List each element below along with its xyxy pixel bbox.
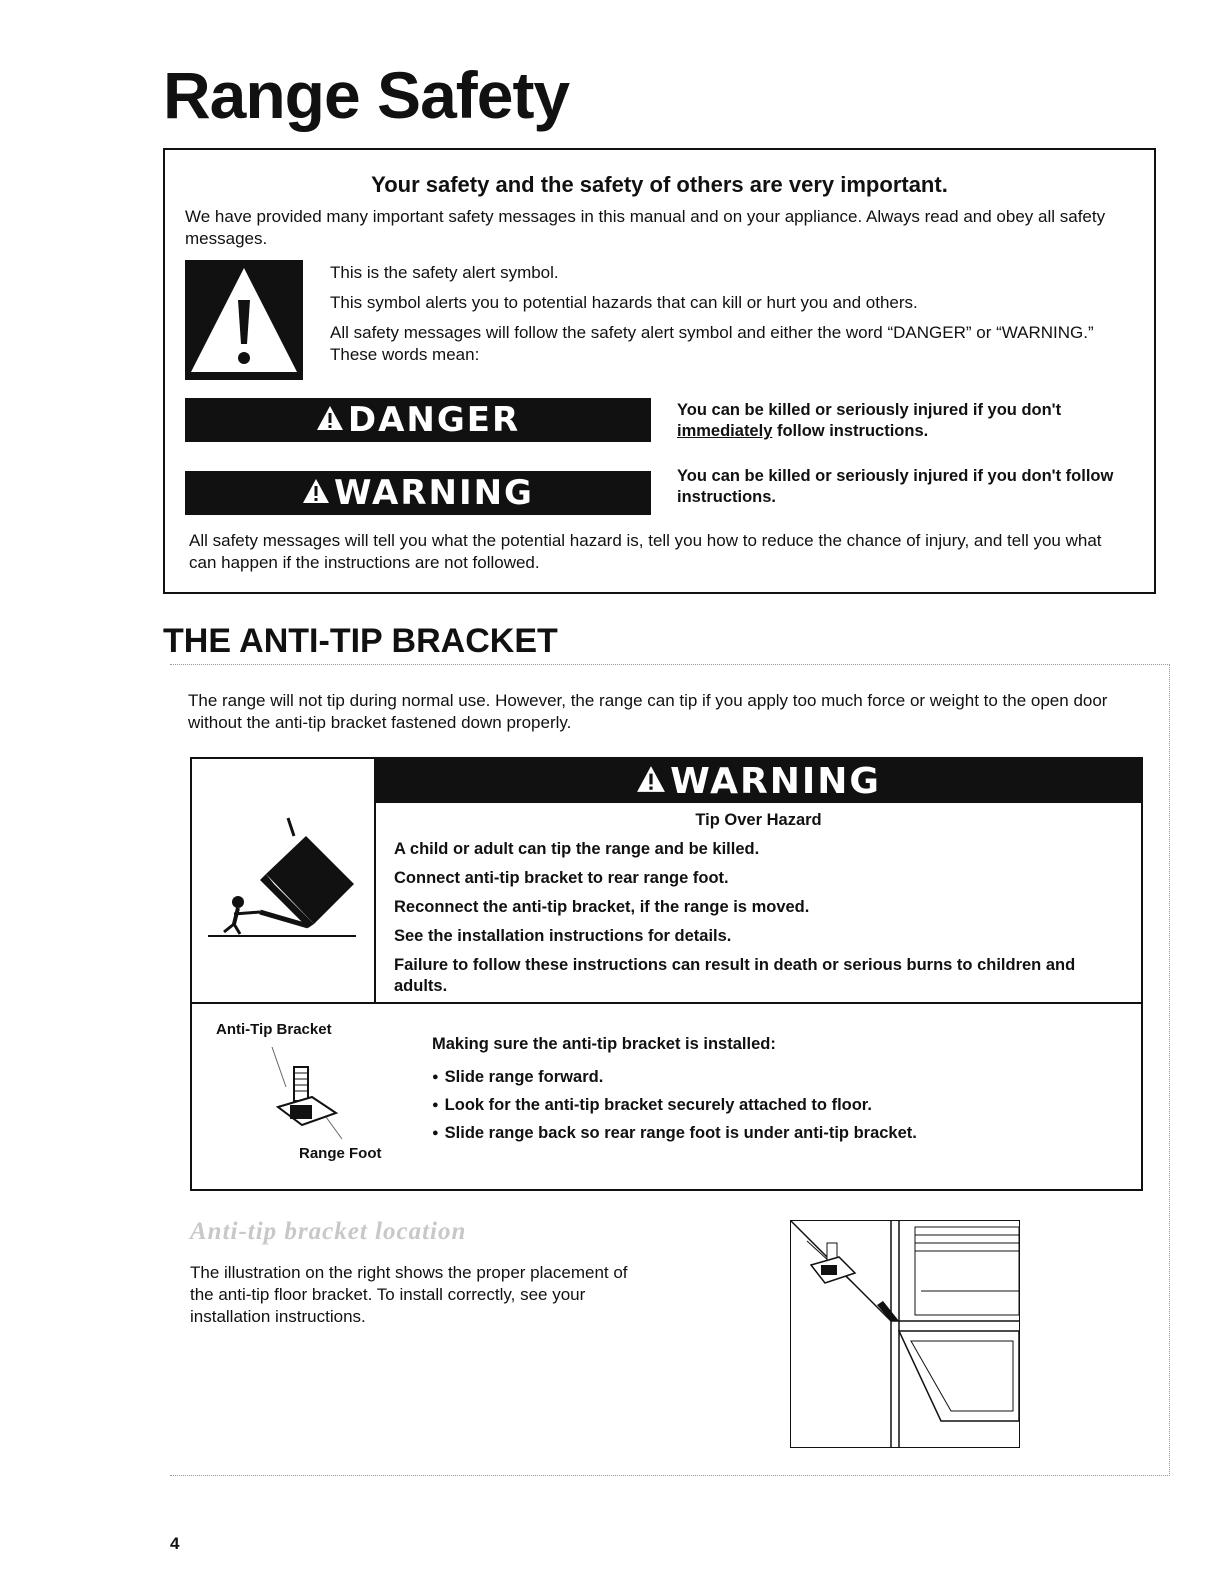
alert-line: All safety messages will follow the safety alert symbol and either the word “DANGER” or “WARNING.” These words mean: [330,323,1094,364]
bracket-label: Anti-Tip Bracket [216,1021,332,1038]
tip-warning-box [190,757,1143,1191]
list-item: ● Look for the anti-tip bracket securely attached to floor. [432,1091,917,1119]
tip-over-illustration [204,814,362,944]
list-item: ● Slide range forward. [432,1063,917,1091]
danger-desc-part: You can be killed or seriously injured if you don't [677,401,1062,419]
location-title: Anti-tip bracket location [190,1218,467,1245]
warning-triangle-icon [316,398,344,442]
safety-info-box [163,148,1156,594]
hazard-line: Failure to follow these instructions can result in death or serious burns to children and adults. [394,956,1076,995]
hazard-line: A child or adult can tip the range and be killed. [394,840,760,858]
list-item: ● Slide range back so rear range foot is under anti-tip bracket. [432,1119,917,1147]
alert-line: This is the safety alert symbol. [330,263,559,282]
page-title: Range Safety [163,58,570,132]
safety-intro: We have provided many important safety messages in this manual and on your appliance. Always read and obey all safety messages. [185,207,1106,248]
bracket-location-illustration [790,1220,1020,1448]
safety-footer: All safety messages will tell you what the potential hazard is, tell you how to reduce the chance of injury, and tell you what can happen if the instructions are not followed. [189,531,1102,572]
instructions-list [432,1063,917,1147]
danger-description [677,400,1147,442]
section-title: THE ANTI-TIP BRACKET [163,622,558,660]
instructions-heading: Making sure the anti-tip bracket is installed: [432,1035,776,1053]
safety-heading: Your safety and the safety of others are very important. [371,172,948,197]
hazard-lines [394,839,1094,1005]
warning-description: You can be killed or seriously injured if you don't follow instructions. [677,467,1114,506]
alert-line: This symbol alerts you to potential hazards that can kill or hurt you and others. [330,293,918,312]
warning-signal-bar [185,471,651,515]
hazard-line: See the installation instructions for details. [394,927,732,945]
location-text: The illustration on the right shows the proper placement of the anti-tip floor bracket. To install correctly, see your installation instructions. [190,1263,628,1326]
danger-signal-bar [185,398,651,442]
foot-label: Range Foot [299,1145,382,1162]
hazard-title: Tip Over Hazard [695,811,822,829]
section-intro: The range will not tip during normal use. However, the range can tip if you apply too much force or weight to the open door without the anti-tip bracket fastened down properly. [188,691,1108,732]
safety-alert-icon [185,260,303,380]
bracket-illustration [264,1047,364,1141]
warning-triangle-icon [636,759,666,805]
hazard-line: Reconnect the anti-tip bracket, if the range is moved. [394,898,810,916]
danger-label: DANGER [347,400,521,440]
warning-signal-bar [376,759,1141,803]
danger-desc-part: follow instructions. [776,422,929,440]
danger-desc-underlined: immediately [677,422,773,440]
warning-label: WARNING [670,761,881,802]
page-number: 4 [170,1534,180,1553]
hazard-line: Connect anti-tip bracket to rear range foot. [394,869,729,887]
warning-label: WARNING [334,473,534,513]
alert-explanation [330,262,1124,374]
warning-triangle-icon [302,471,330,515]
